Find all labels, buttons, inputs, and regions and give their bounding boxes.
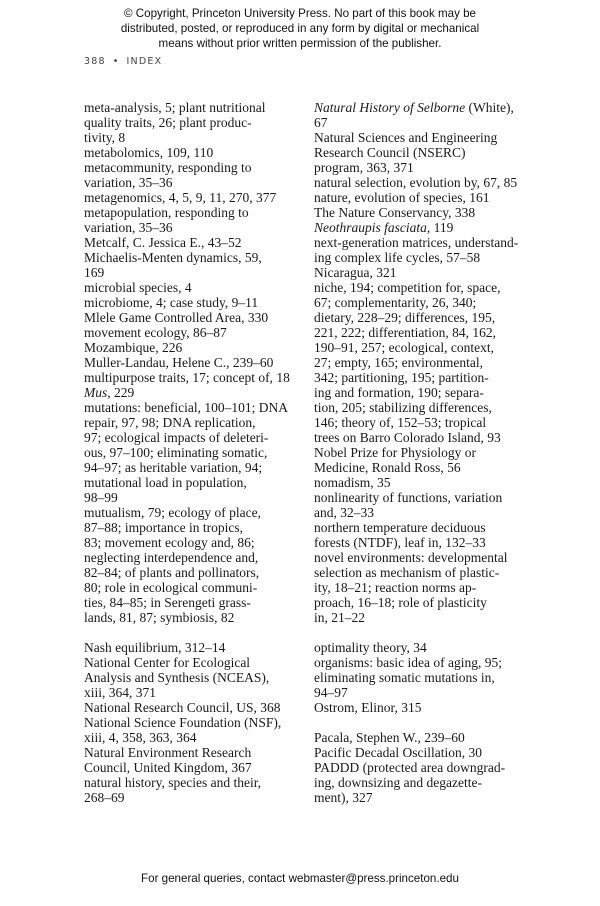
running-head bbox=[84, 56, 162, 67]
index-entry-line: metacommunity, responding to bbox=[84, 160, 252, 175]
index-entry-line: ity, 18–21; reaction norms ap- bbox=[314, 580, 477, 595]
index-entry bbox=[84, 100, 300, 145]
index-entry-line: ing, downsizing and degazette- bbox=[314, 775, 482, 790]
index-entry bbox=[314, 235, 534, 265]
footer-contact: For general queries, contact webmaster@press.princeton.edu bbox=[141, 872, 459, 885]
index-entry bbox=[84, 340, 300, 355]
index-entry bbox=[84, 295, 300, 310]
index-entry-line: xiii, 4, 358, 363, 364 bbox=[84, 730, 197, 745]
index-entry-line: in, 21–22 bbox=[314, 610, 366, 625]
index-entry-line: National Science Foundation (NSF), bbox=[84, 715, 282, 730]
index-entry bbox=[84, 655, 300, 700]
index-entry-line: Mozambique, 226 bbox=[84, 340, 183, 355]
index-entry-line: ous, 97–100; eliminating somatic, bbox=[84, 445, 268, 460]
index-entry-line: xiii, 364, 371 bbox=[84, 685, 157, 700]
index-entry-line: Nicaragua, 321 bbox=[314, 265, 397, 280]
index-entry-line: 94–97; as heritable variation, 94; bbox=[84, 460, 263, 475]
page-number: 388 bbox=[84, 56, 106, 67]
index-entry bbox=[84, 745, 300, 775]
index-entry-line: metabolomics, 109, 110 bbox=[84, 145, 214, 160]
index-entry bbox=[84, 775, 300, 805]
index-entry-line: quality traits, 26; plant produc- bbox=[84, 115, 252, 130]
index-entry-line: northern temperature deciduous bbox=[314, 520, 486, 535]
index-entry-line: Mlele Game Controlled Area, 330 bbox=[84, 310, 269, 325]
index-entry bbox=[314, 475, 534, 490]
index-entry-line: Pacala, Stephen W., 239–60 bbox=[314, 730, 465, 745]
index-entry-line: Muller-Landau, Helene C., 239–60 bbox=[84, 355, 274, 370]
index-entry-line: 268–69 bbox=[84, 790, 125, 805]
index-entry-line: Neothraupis fasciata, 119 bbox=[314, 220, 454, 235]
index-entry-line: meta-analysis, 5; plant nutritional bbox=[84, 100, 266, 115]
index-entry-line: 169 bbox=[84, 265, 105, 280]
index-entry-line: movement ecology, 86–87 bbox=[84, 325, 227, 340]
index-entry-line: next-generation matrices, understand- bbox=[314, 235, 519, 250]
index-entry bbox=[314, 730, 534, 745]
index-entry-line: PADDD (protected area downgrad- bbox=[314, 760, 506, 775]
index-entry-line: natural history, species and their, bbox=[84, 775, 262, 790]
index-entry-line: 97; ecological impacts of deleteri- bbox=[84, 430, 269, 445]
index-entry bbox=[314, 175, 534, 190]
copyright-line: distributed, posted, or reproduced in any form by digital or mechanical bbox=[120, 22, 480, 35]
index-entry-line: The Nature Conservancy, 338 bbox=[314, 205, 476, 220]
index-entry-line: National Research Council, US, 368 bbox=[84, 700, 281, 715]
index-entry-line: proach, 16–18; role of plasticity bbox=[314, 595, 487, 610]
index-entry-line: lands, 81, 87; symbiosis, 82 bbox=[84, 610, 235, 625]
index-entry-line: Natural Sciences and Engineering bbox=[314, 130, 498, 145]
index-entry bbox=[84, 235, 300, 250]
index-entry-line: ment), 327 bbox=[314, 790, 373, 805]
index-entry-line: 83; movement ecology and, 86; bbox=[84, 535, 255, 550]
index-entry-line: Pacific Decadal Oscillation, 30 bbox=[314, 745, 482, 760]
index-entry-line: forests (NTDF), leaf in, 132–33 bbox=[314, 535, 486, 550]
index-entry-line: selection as mechanism of plastic- bbox=[314, 565, 500, 580]
index-entry-line: 98–99 bbox=[84, 490, 118, 505]
index-entry-line: Analysis and Synthesis (NCEAS), bbox=[84, 670, 270, 685]
index-entry bbox=[314, 640, 534, 655]
index-entry-line: microbiome, 4; case study, 9–11 bbox=[84, 295, 259, 310]
index-entry bbox=[84, 190, 300, 205]
index-entry-line: Mus, 229 bbox=[84, 385, 135, 400]
index-entry bbox=[314, 190, 534, 205]
index-entry bbox=[84, 205, 300, 235]
index-entry-line: 342; partitioning, 195; partition- bbox=[314, 370, 489, 385]
index-entry bbox=[314, 445, 534, 475]
index-entry bbox=[314, 745, 534, 760]
index-entry-line: trees on Barro Colorado Island, 93 bbox=[314, 430, 501, 445]
index-entry bbox=[314, 700, 534, 715]
index-entry-line: nomadism, 35 bbox=[314, 475, 391, 490]
index-entry-line: 67 bbox=[314, 115, 328, 130]
index-entry-line: 94–97 bbox=[314, 685, 348, 700]
index-entry bbox=[84, 250, 300, 280]
index-entry-line: Medicine, Ronald Ross, 56 bbox=[314, 460, 461, 475]
index-entry-line: mutualism, 79; ecology of place, bbox=[84, 505, 261, 520]
index-entry-line: niche, 194; competition for, space, bbox=[314, 280, 501, 295]
index-entry-line: 87–88; importance in tropics, bbox=[84, 520, 243, 535]
index-entry-line: tivity, 8 bbox=[84, 130, 126, 145]
index-entry-line: 80; role in ecological communi- bbox=[84, 580, 258, 595]
index-entry-line: variation, 35–36 bbox=[84, 175, 173, 190]
index-entry bbox=[84, 700, 300, 715]
index-entry-line: 27; empty, 165; environmental, bbox=[314, 355, 483, 370]
index-entry-line: mutations: beneficial, 100–101; DNA bbox=[84, 400, 288, 415]
index-entry-line: nonlinearity of functions, variation bbox=[314, 490, 503, 505]
index-entry bbox=[84, 370, 300, 385]
index-entry bbox=[84, 505, 300, 625]
index-column-right bbox=[314, 100, 534, 805]
index-entry-line: metagenomics, 4, 5, 9, 11, 270, 377 bbox=[84, 190, 277, 205]
italic-term: Mus bbox=[84, 385, 108, 400]
index-entry-line: neglecting interdependence and, bbox=[84, 550, 259, 565]
index-entry bbox=[84, 640, 300, 655]
index-entry-line: program, 363, 371 bbox=[314, 160, 414, 175]
index-entry-line: novel environments: developmental bbox=[314, 550, 508, 565]
index-entry-line: repair, 97, 98; DNA replication, bbox=[84, 415, 256, 430]
copyright-notice bbox=[0, 6, 600, 51]
index-entry bbox=[314, 490, 534, 520]
index-entry bbox=[84, 160, 300, 190]
index-entry-line: metapopulation, responding to bbox=[84, 205, 249, 220]
index-entry-line: Council, United Kingdom, 367 bbox=[84, 760, 252, 775]
index-entry bbox=[314, 100, 534, 130]
index-entry bbox=[314, 550, 534, 625]
index-entry-line: 67; complementarity, 26, 340; bbox=[314, 295, 477, 310]
index-entry bbox=[314, 130, 534, 175]
index-entry-line: Metcalf, C. Jessica E., 43–52 bbox=[84, 235, 242, 250]
index-entry-line: Nash equilibrium, 312–14 bbox=[84, 640, 226, 655]
index-entry-line: National Center for Ecological bbox=[84, 655, 251, 670]
index-entry bbox=[84, 355, 300, 370]
index-entry-line: Natural Environment Research bbox=[84, 745, 252, 760]
index-entry-line: eliminating somatic mutations in, bbox=[314, 670, 495, 685]
index-entry bbox=[84, 400, 300, 505]
index-entry-line: Ostrom, Elinor, 315 bbox=[314, 700, 422, 715]
bullet-separator: • bbox=[112, 56, 120, 67]
index-entry-line: ing complex life cycles, 57–58 bbox=[314, 250, 481, 265]
index-entry bbox=[314, 220, 534, 235]
index-entry-line: Research Council (NSERC) bbox=[314, 145, 466, 160]
index-entry bbox=[314, 205, 534, 220]
index-entry-line: multipurpose traits, 17; concept of, 18 bbox=[84, 370, 290, 385]
index-entry-line: 146; theory of, 152–53; tropical bbox=[314, 415, 487, 430]
index-entry bbox=[314, 760, 534, 805]
index-entry bbox=[84, 385, 300, 400]
index-entry-line: variation, 35–36 bbox=[84, 220, 173, 235]
index-entry-line: ing and formation, 190; separa- bbox=[314, 385, 484, 400]
index-entry-line: dietary, 228–29; differences, 195, bbox=[314, 310, 496, 325]
index-entry-line: tion, 205; stabilizing differences, bbox=[314, 400, 492, 415]
index-entry bbox=[84, 280, 300, 295]
index-entry bbox=[314, 280, 534, 445]
copyright-line: means without prior written permission of the publisher. bbox=[158, 37, 442, 50]
index-entry-line: 82–84; of plants and pollinators, bbox=[84, 565, 260, 580]
index-column-left bbox=[84, 100, 300, 805]
index-entry-line: natural selection, evolution by, 67, 85 bbox=[314, 175, 518, 190]
index-entry-line: nature, evolution of species, 161 bbox=[314, 190, 490, 205]
index-entry bbox=[84, 145, 300, 160]
index-entry bbox=[314, 265, 534, 280]
index-entry bbox=[84, 715, 300, 745]
italic-term: Natural History of Selborne bbox=[314, 100, 466, 115]
index-entry-line: Natural History of Selborne (White), bbox=[314, 100, 514, 115]
copyright-line: © Copyright, Princeton University Press. No part of this book may be bbox=[124, 7, 476, 20]
index-entry-line: ties, 84–85; in Serengeti grass- bbox=[84, 595, 251, 610]
index-entry-line: organisms: basic idea of aging, 95; bbox=[314, 655, 502, 670]
section-title: INDEX bbox=[126, 56, 163, 67]
index-entry bbox=[314, 520, 534, 550]
index-entry-line: Nobel Prize for Physiology or bbox=[314, 445, 476, 460]
italic-term: Neothraupis fasciata bbox=[314, 220, 427, 235]
index-entry-line: microbial species, 4 bbox=[84, 280, 192, 295]
index-entry bbox=[84, 325, 300, 340]
index-entry-line: mutational load in population, bbox=[84, 475, 247, 490]
index-entry-line: Michaelis-Menten dynamics, 59, bbox=[84, 250, 262, 265]
index-entry bbox=[84, 310, 300, 325]
index-entry-line: optimality theory, 34 bbox=[314, 640, 427, 655]
index-entry-line: 190–91, 257; ecological, context, bbox=[314, 340, 494, 355]
index-entry bbox=[314, 655, 534, 700]
index-entry-line: and, 32–33 bbox=[314, 505, 374, 520]
index-entry-line: 221, 222; differentiation, 84, 162, bbox=[314, 325, 496, 340]
